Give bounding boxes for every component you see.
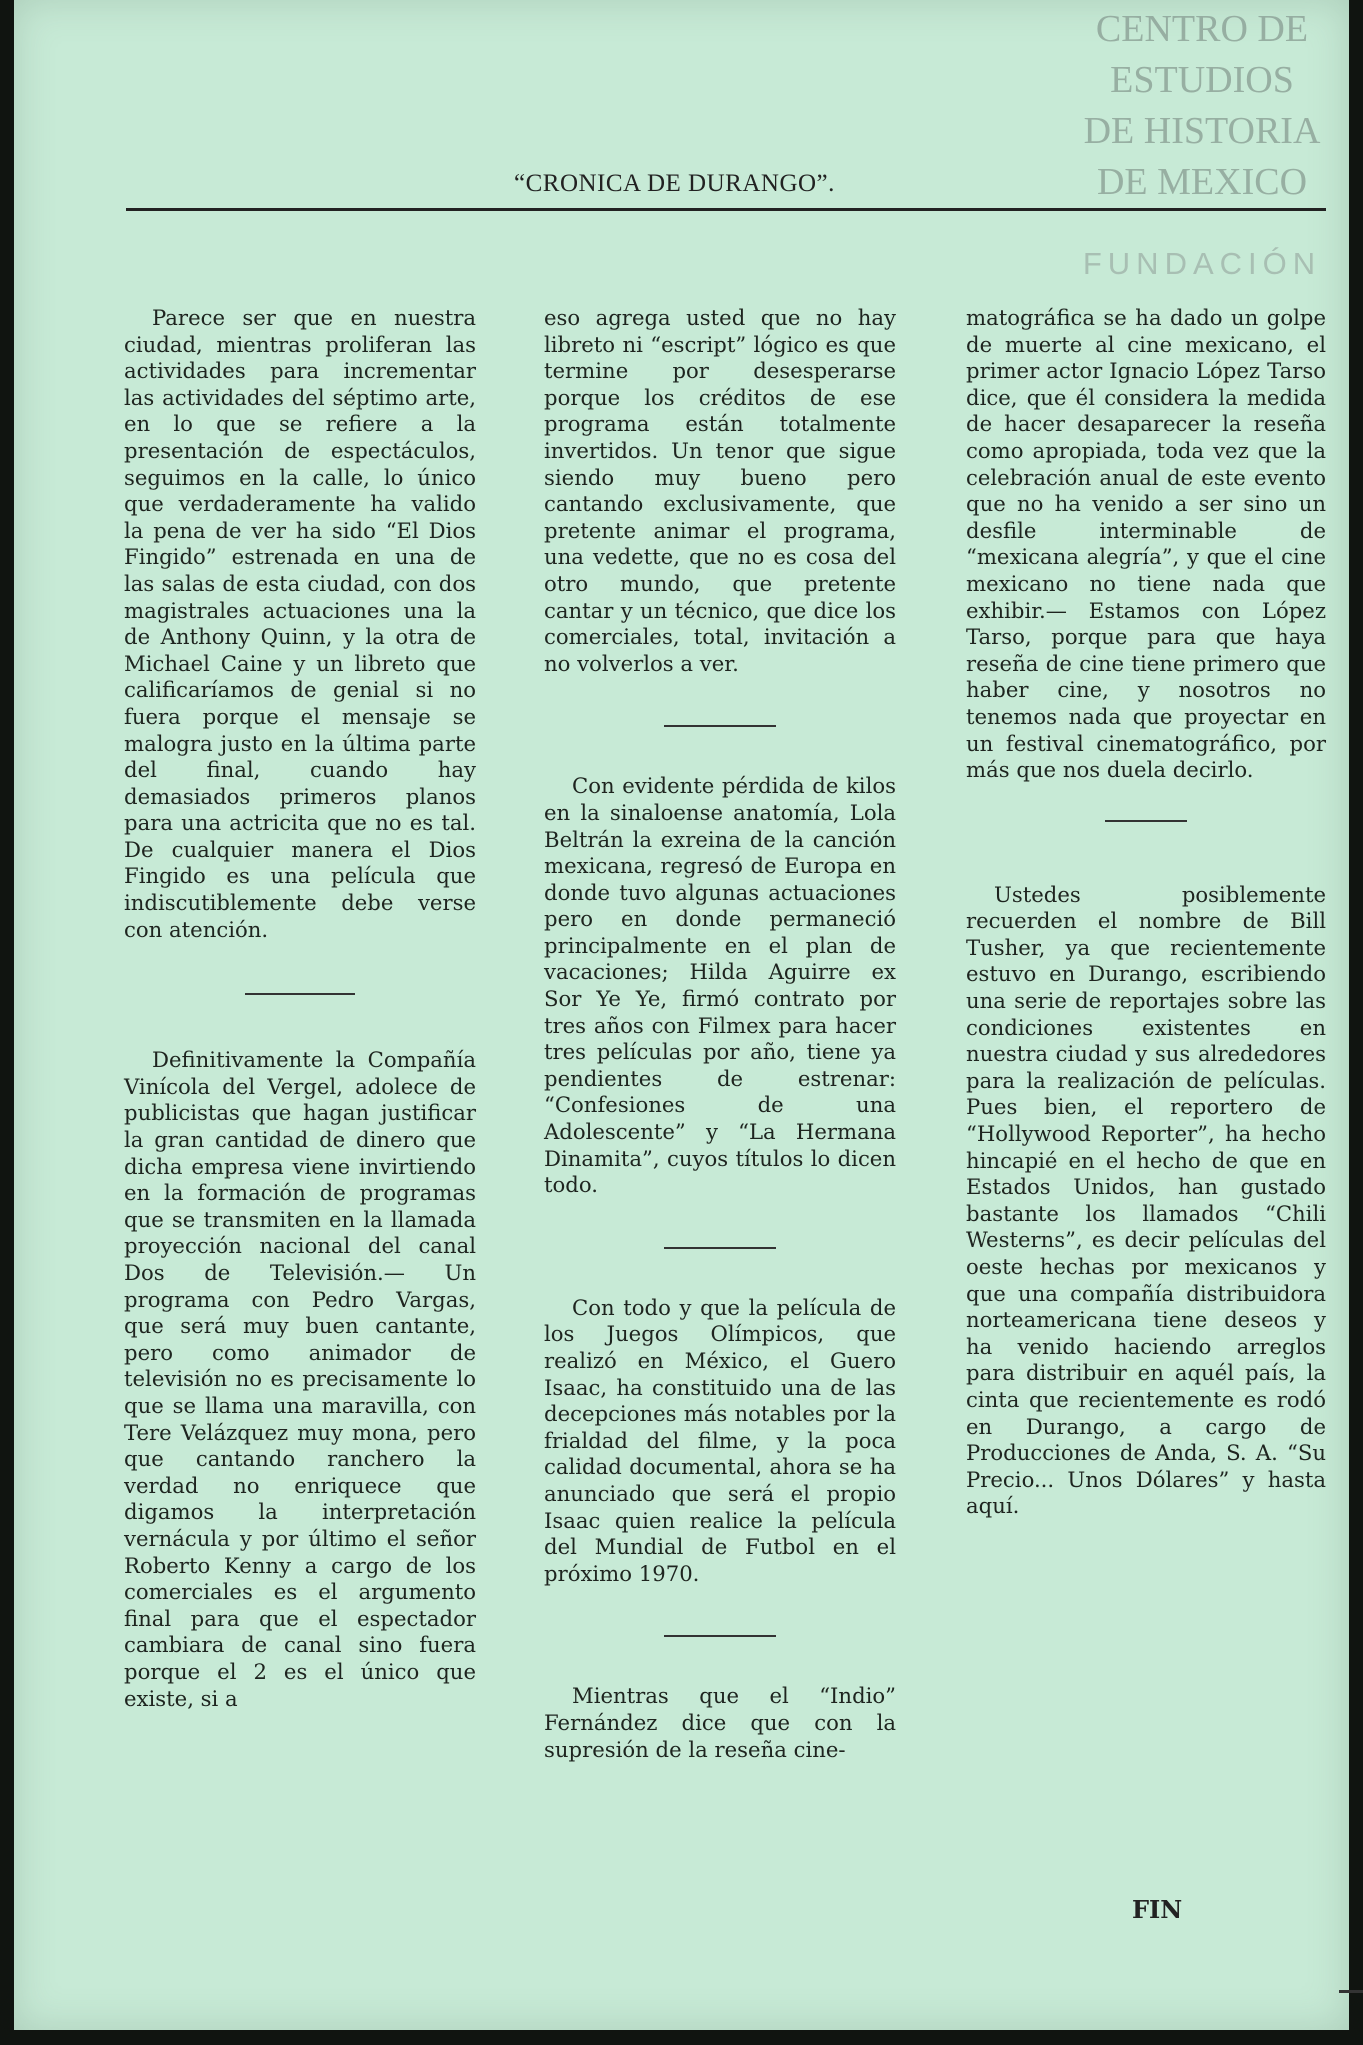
watermark-line: DE HISTORIA — [1083, 110, 1321, 152]
paragraph-vinicola-vergel: Definitivamente la Compañía Vinícola del Vergel, adolece de publicistas que hagan justificar la gran cantidad de dinero que dicha empresa viene invirtiendo en la formación de programas que se transmiten en la llamada proyección nacional del canal Dos de Televisión.— Un programa con Pedro Vargas, que será muy buen cantante, pero como animador de televisión no es precisamente lo que se llama una maravilla, con Tere Velázquez muy mona, pero que cantando ranchero la verdad no enriquece que digamos la interpretación vernácula y por último el señor Roberto Kenny a cargo de los comerciales es el argumento final para que el espectador cambiara de canal sino fuera porque el 2 es el único que existe, si a — [124, 1047, 476, 1711]
section-separator — [664, 1247, 776, 1249]
column-2 — [544, 305, 896, 1763]
paragraph-lopez-tarso: matográfica se ha dado un golpe de muerte al cine mexicano, el primer actor Ignacio López Tarso dice, que él considera la medida de hacer desaparecer la reseña como apropiada, toda vez que la celebración anual de este evento que no ha venido a ser sino un desfile interminable de “mexicana alegría”, y que el cine mexicano no tiene nada que exhibir.— Estamos con López Tarso, porque para que haya reseña de cine tiene primero que haber cine, y nosotros no tenemos nada que proyectar en un festival cinematográfico, por más que nos duela decirlo. — [966, 305, 1326, 783]
page-title: “CRONICA DE DURANGO”. — [514, 170, 835, 197]
watermark-line: ESTUDIOS — [1110, 59, 1294, 101]
section-separator — [664, 1635, 776, 1637]
paragraph-indio-fernandez: Mientras que el “Indio” Fernández dice que con la supresión de la reseña cine- — [544, 1683, 896, 1762]
watermark-foundation: FUNDACIÓN — [1082, 246, 1322, 281]
section-separator — [1105, 820, 1187, 822]
watermark-line: CENTRO DE — [1095, 8, 1309, 50]
section-separator — [245, 993, 355, 995]
edge-mark — [1339, 1990, 1363, 1993]
document-page — [14, 0, 1349, 2030]
end-mark: FIN — [1132, 1895, 1183, 1924]
column-1 — [124, 305, 476, 1712]
paragraph-continuation: eso agrega usted que no hay libreto ni “escript” lógico es que termine por desesperarse porque los créditos de ese programa están totalmente invertidos. Un tenor que sigue siendo muy bueno pero cantando exclusivamente, que pretente animar el programa, una vedette, que no es cosa del otro mundo, que pretente cantar y un técnico, que dice los comerciales, total, invitación a no volverlos a ver. — [544, 305, 896, 676]
section-separator — [664, 725, 776, 727]
watermark-line: DE MEXICO — [1096, 161, 1308, 203]
paragraph-lola-beltran: Con evidente pérdida de kilos en la sinaloense anatomía, Lola Beltrán la exreina de la canción mexicana, regresó de Europa en donde tuvo algunas actuaciones pero en donde permaneció principalmente en el plan de vacaciones; Hilda Aguirre ex Sor Ye Ye, firmó contrato por tres años con Filmex para hacer tres películas por año, tiene ya pendientes de estrenar: “Confesiones de una Adolescente” y “La Hermana Dinamita”, cuyos títulos lo dicen todo. — [544, 773, 896, 1198]
paragraph-bill-tusher: Ustedes posiblemente recuerden el nombre de Bill Tusher, ya que recientemente estuvo en Durango, escribiendo una serie de reportajes sobre las condiciones existentes en nuestra ciudad y sus alrededores para la realización de películas. Pues bien, el reportero de “Hollywood Reporter”, ha hecho hincapié en el hecho de que en Estados Unidos, han gustado bastante los llamados “Chili Westerns”, es decir películas del oeste hechas por mexicanos y que una compañía distribuidora norteamericana tiene deseos y ha venido haciendo arreglos para distribuir en aquél país, la cinta que recientemente es rodó en Durango, a cargo de Producciones de Anda, S. A. “Su Precio... Unos Dólares” y hasta aquí. — [966, 881, 1326, 1519]
column-3 — [966, 305, 1326, 1520]
archive-watermark — [1077, 4, 1327, 289]
paragraph-juegos-olimpicos: Con todo y que la película de los Juegos Olímpicos, que realizó en México, el Guero Isaac, ha constituido una de las decepciones más notables por la frialdad del filme, y la poca calidad documental, ahora se ha anunciado que será el propio Isaac quien realice la película del Mundial de Futbol en el próximo 1970. — [544, 1294, 896, 1586]
paragraph-dios-fingido: Parece ser que en nuestra ciudad, mientras proliferan las actividades para incrementar las actividades del séptimo arte, en lo que se refiere a la presentación de espectáculos, seguimos en la calle, lo único que verdaderamente ha valido la pena de ver ha sido “El Dios Fingido” estrenada en una de las salas de esta ciudad, con dos magistrales actuaciones una la de Anthony Quinn, y la otra de Michael Caine y un libreto que calificaríamos de genial si no fuera porque el mensaje se malogra justo en la última parte del final, cuando hay demasiados primeros planos para una actricita que no es tal. De cualquier manera el Dios Fingido es una película que indiscutiblemente debe verse con atención. — [124, 305, 476, 942]
header-rule — [126, 208, 1326, 211]
